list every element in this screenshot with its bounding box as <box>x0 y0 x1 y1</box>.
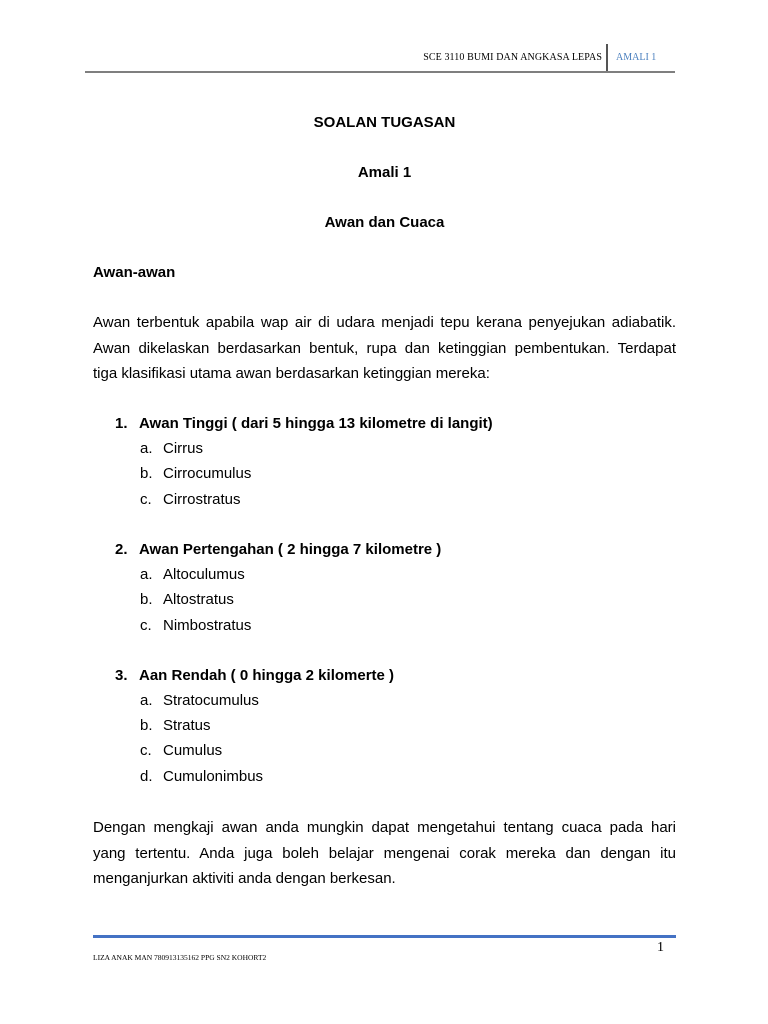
header-divider <box>606 44 608 71</box>
closing-line: Dengan mengkaji awan anda mungkin dapat mengetahui tentang cuaca pada hari <box>93 819 676 836</box>
header-course: SCE 3110 BUMI DAN ANGKASA LEPAS <box>423 52 602 63</box>
closing-paragraph <box>93 815 676 892</box>
class-title <box>115 415 493 432</box>
class-title-text: Aan Rendah ( 0 hingga 2 kilomerte ) <box>139 667 395 684</box>
list-item: c. Cumulus <box>140 742 223 759</box>
list-item: a. Stratocumulus <box>140 692 259 709</box>
intro-line: Awan terbentuk apabila wap air di udara menjadi tepu kerana penyejukan adiabatik. <box>93 314 676 331</box>
document-topic: Awan dan Cuaca <box>324 214 445 231</box>
list-item: a. Cirrus <box>140 440 203 457</box>
footer-author: LIZA ANAK MAN 780913135162 PPG SN2 KOHORT2 <box>93 953 267 962</box>
list-item: b. Altostratus <box>140 591 234 608</box>
header-rule <box>85 71 675 73</box>
intro-line: tiga klasifikasi utama awan berdasarkan ketinggian mereka: <box>93 365 490 382</box>
list-item: c. Cirrostratus <box>140 491 241 508</box>
class-number: 2. <box>115 541 128 558</box>
class-title <box>115 541 441 558</box>
list-item: c. Nimbostratus <box>140 617 252 634</box>
document-title: SOALAN TUGASAN <box>313 114 456 131</box>
list-item: d. Cumulonimbus <box>140 768 264 785</box>
page-number: 1 <box>657 940 664 955</box>
page-header <box>0 44 768 74</box>
list-item: b. Cirrocumulus <box>140 465 252 482</box>
intro-line: Awan dikelaskan berdasarkan bentuk, rupa dan ketinggian pembentukan. Terdapat <box>93 339 676 357</box>
header-label: AMALI 1 <box>616 52 657 63</box>
class-title-text: Awan Pertengahan ( 2 hingga 7 kilometre ) <box>139 541 442 558</box>
closing-line: menganjurkan aktiviti anda dengan berkesan. <box>93 870 396 887</box>
closing-line: yang tertentu. Anda juga boleh belajar mengenai corak mereka dan dengan itu <box>93 844 676 862</box>
section-heading: Awan-awan <box>93 264 176 281</box>
class-title <box>115 667 394 684</box>
class-number: 3. <box>115 667 128 684</box>
intro-paragraph <box>93 310 676 387</box>
class-number: 1. <box>115 415 128 432</box>
footer-rule <box>93 935 676 938</box>
list-item: b. Stratus <box>140 717 211 734</box>
class-title-text: Awan Tinggi ( dari 5 hingga 13 kilometre di langit) <box>139 415 493 432</box>
list-item: a. Altoculumus <box>140 566 245 583</box>
document-subtitle: Amali 1 <box>357 164 412 181</box>
